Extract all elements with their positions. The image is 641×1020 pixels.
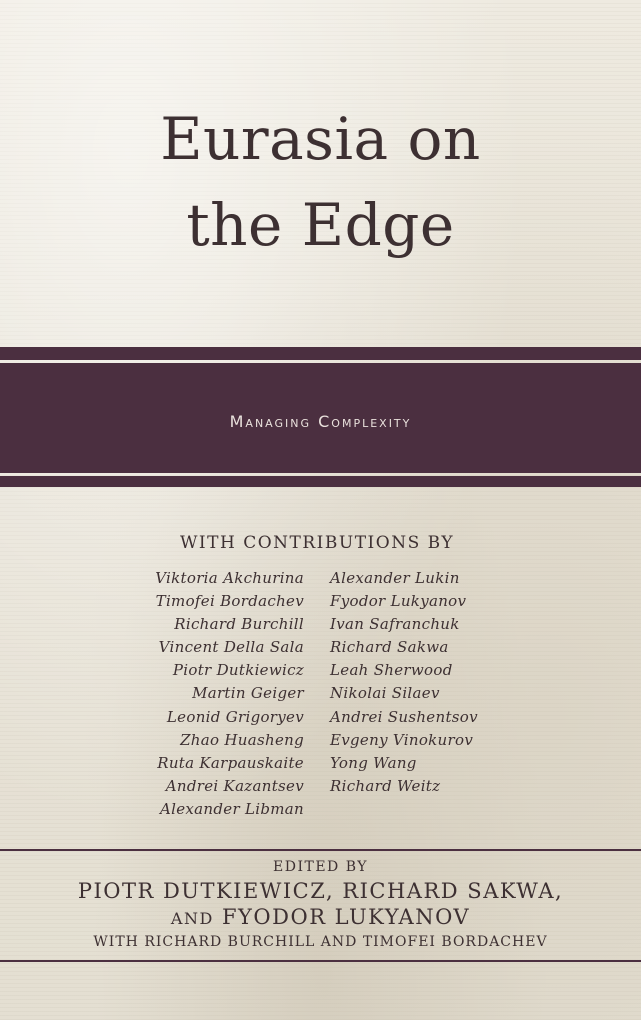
contributor-name: Ruta Karpauskaite [157, 753, 304, 772]
editors-and-word: AND [170, 909, 214, 928]
editor-name-last: FYODOR LUKYANOV [221, 905, 471, 929]
band-bottom-stripe [0, 476, 641, 487]
book-title [0, 96, 641, 268]
editors-names-line-2 [0, 903, 641, 933]
editors-names-line-1: PIOTR DUTKIEWICZ, RICHARD SAKWA, [77, 879, 564, 903]
contributor-name: Richard Weitz [330, 776, 441, 795]
contributor-name: Timofei Bordachev [155, 592, 304, 611]
book-subtitle: Managing Complexity [229, 412, 412, 431]
contributor-name: Vincent Della Sala [158, 638, 304, 657]
contributor-name: Alexander Libman [160, 799, 304, 818]
contributor-name: Andrei Sushentsov [330, 707, 478, 726]
contributor-name: Ivan Safranchuk [330, 615, 460, 634]
contributor-name: Andrei Kazantsev [165, 776, 304, 795]
co-editors-line: WITH RICHARD BURCHILL AND TIMOFEI BORDACHEV [93, 934, 548, 950]
contributor-name: Richard Sakwa [330, 638, 449, 657]
editors-top-rule [0, 849, 641, 851]
contributor-name: Evgeny Vinokurov [330, 730, 474, 749]
contributor-name: Martin Geiger [192, 684, 304, 703]
contributor-name: Richard Burchill [174, 615, 304, 634]
contributor-name: Leonid Grigoryev [166, 707, 304, 726]
contributor-name: Leah Sherwood [330, 661, 453, 680]
contributor-name: Nikolai Silaev [330, 684, 440, 703]
contributions-heading: WITH CONTRIBUTIONS BY [179, 533, 455, 553]
band-top-stripe [0, 347, 641, 360]
contributors-right-column [330, 567, 478, 798]
contributor-name: Zhao Huasheng [180, 730, 304, 749]
contributor-name: Alexander Lukin [330, 569, 460, 587]
editors-bottom-rule [0, 960, 641, 962]
contributor-name: Viktoria Akchurina [155, 569, 304, 587]
title-line-1: Eurasia on [160, 105, 481, 173]
edited-by-label: EDITED BY [273, 859, 368, 875]
contributors-left-column [155, 567, 304, 821]
contributor-name: Piotr Dutkiewicz [172, 661, 304, 680]
contributor-name: Fyodor Lukyanov [330, 592, 467, 611]
contributor-name: Yong Wang [330, 753, 417, 772]
title-line-2: the Edge [186, 191, 455, 259]
